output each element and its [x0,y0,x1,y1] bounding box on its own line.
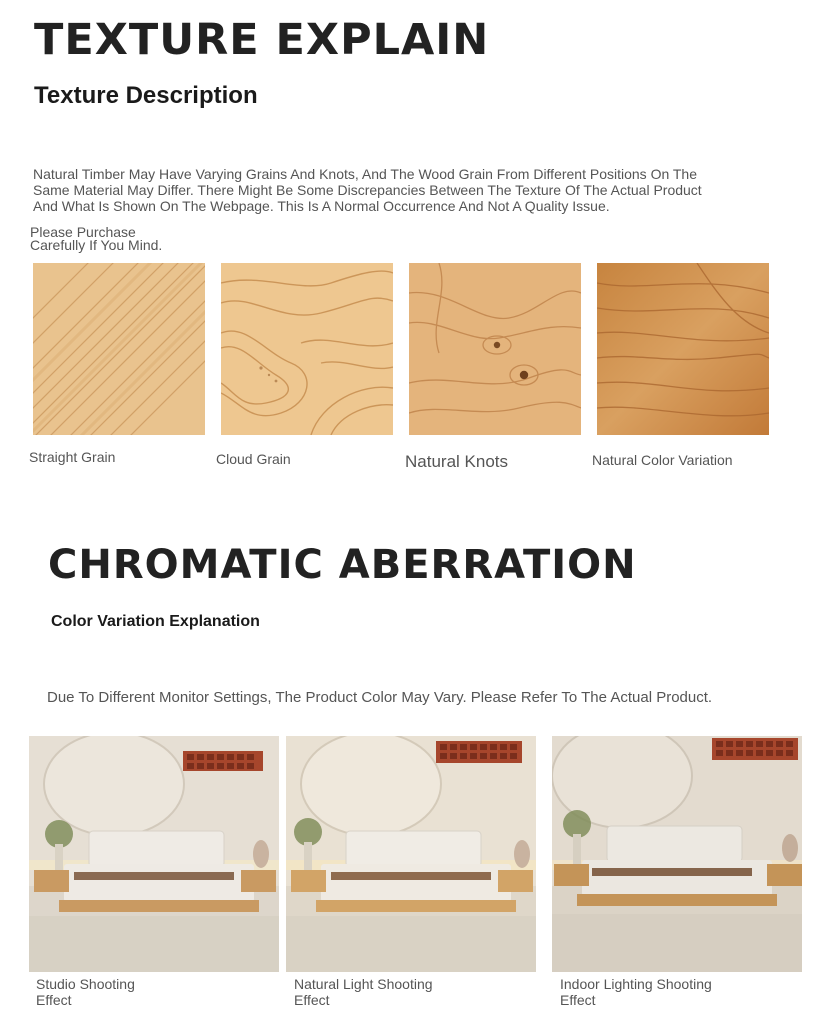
photo-caption-studio-line2: Effect [36,992,72,1008]
photo-caption-indoor-line1: Indoor Lighting Shooting [560,976,712,992]
chromatic-subheading: Color Variation Explanation [51,613,260,630]
photo-caption-natural-line1: Natural Light Shooting [294,976,433,992]
photo-natural-light [286,736,536,972]
swatch-label-cloud-grain: Cloud Grain [216,451,291,467]
swatch-straight-grain [33,263,205,435]
texture-subheading: Texture Description [34,82,258,109]
photo-caption-indoor-line2: Effect [560,992,596,1008]
swatch-cloud-grain [221,263,393,435]
swatch-label-natural-color-variation: Natural Color Variation [592,452,733,468]
photo-indoor-lighting [552,736,802,972]
photo-studio [29,736,279,972]
purchase-note-line1: Please Purchase [30,224,136,240]
photo-caption-natural-line2: Effect [294,992,330,1008]
swatch-natural-knots [409,263,581,435]
swatch-natural-color-variation [597,263,769,435]
swatch-label-natural-knots: Natural Knots [405,452,508,471]
purchase-note-line2: Carefully If You Mind. [30,237,163,253]
chromatic-heading: CHROMATIC ABERRATION [48,542,637,588]
texture-heading: TEXTURE EXPLAIN [34,15,490,65]
chromatic-paragraph: Due To Different Monitor Settings, The Product Color May Vary. Please Refer To The Actual Product. [47,689,713,706]
photo-caption-studio-line1: Studio Shooting [36,976,135,992]
texture-paragraph: Natural Timber May Have Varying Grains And Knots, And The Wood Grain From Different Positions On The Same Material May Differ. There Might Be Some Discrepancies Between The Texture Of The Actual Product And What Is Shown On The Webpage. This Is A Normal Occurrence And Not A Quality Issue. [33,166,702,214]
swatch-label-straight-grain: Straight Grain [29,449,116,465]
